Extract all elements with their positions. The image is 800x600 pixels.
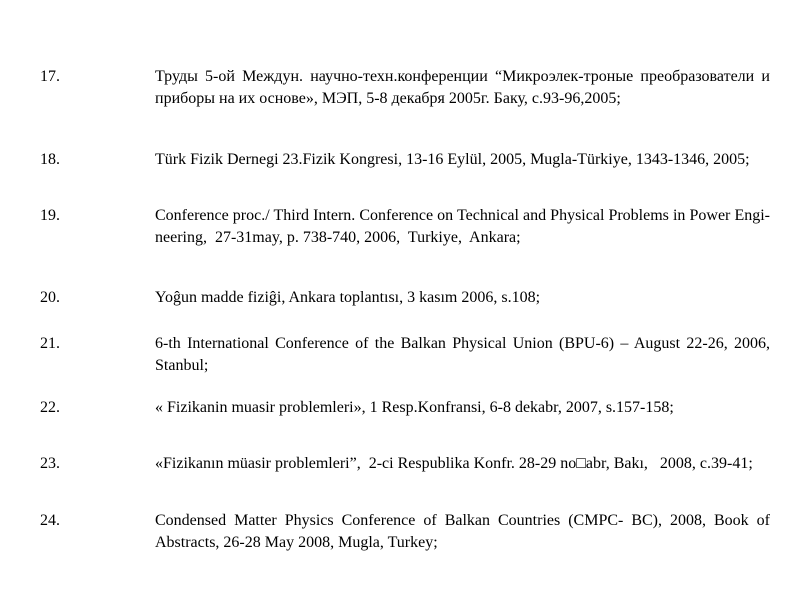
item-number: 22.	[40, 399, 60, 416]
item-text: Yoĝun madde fiziĝi, Ankara toplantısı, 3 kasım 2006, s.108;	[155, 289, 541, 306]
item-number: 17.	[40, 68, 60, 85]
item-text: «Fizikanın müasir problemleri”, 2-ci Respublika Konfr. 28-29 no□abr, Bakı, 2008, c.39-41;	[155, 455, 753, 472]
item-number: 24.	[40, 512, 60, 529]
item-text: Türk Fizik Dernegi 23.Fizik Kongresi, 13-16 Eylül, 2005, Mugla-Türkiye, 1343-1346, 2005;	[155, 151, 750, 168]
item-number: 19.	[40, 207, 60, 224]
item-text: Труды 5-ой Междун. научно-техн.конференции “Микроэлек-троные преобразователи и приборы на их основе», МЭП, 5-8 декабря 2005г. Баку, с.93-96,2005;	[155, 68, 774, 107]
item-number: 23.	[40, 455, 60, 472]
item-number: 18.	[40, 151, 60, 168]
item-text: « Fizikanin muasir problemleri», 1 Resp.Konfransi, 6-8 dekabr, 2007, s.157-158;	[155, 399, 674, 416]
item-number: 21.	[40, 335, 60, 352]
item-text: 6-th International Conference of the Balkan Physical Union (BPU-6) – August 22-26, 2006, Stanbul;	[155, 335, 774, 374]
item-text: Condensed Matter Physics Conference of Balkan Countries (CMPC- BC), 2008, Book of Abstracts, 26-28 May 2008, Mugla, Turkey;	[155, 512, 774, 551]
item-number: 20.	[40, 289, 60, 306]
item-text: Conference proc./ Third Intern. Conference on Technical and Physical Problems in Power Engi-neering, 27-31may, p. 738-740, 2006, Turkiye, Ankara;	[155, 207, 770, 246]
